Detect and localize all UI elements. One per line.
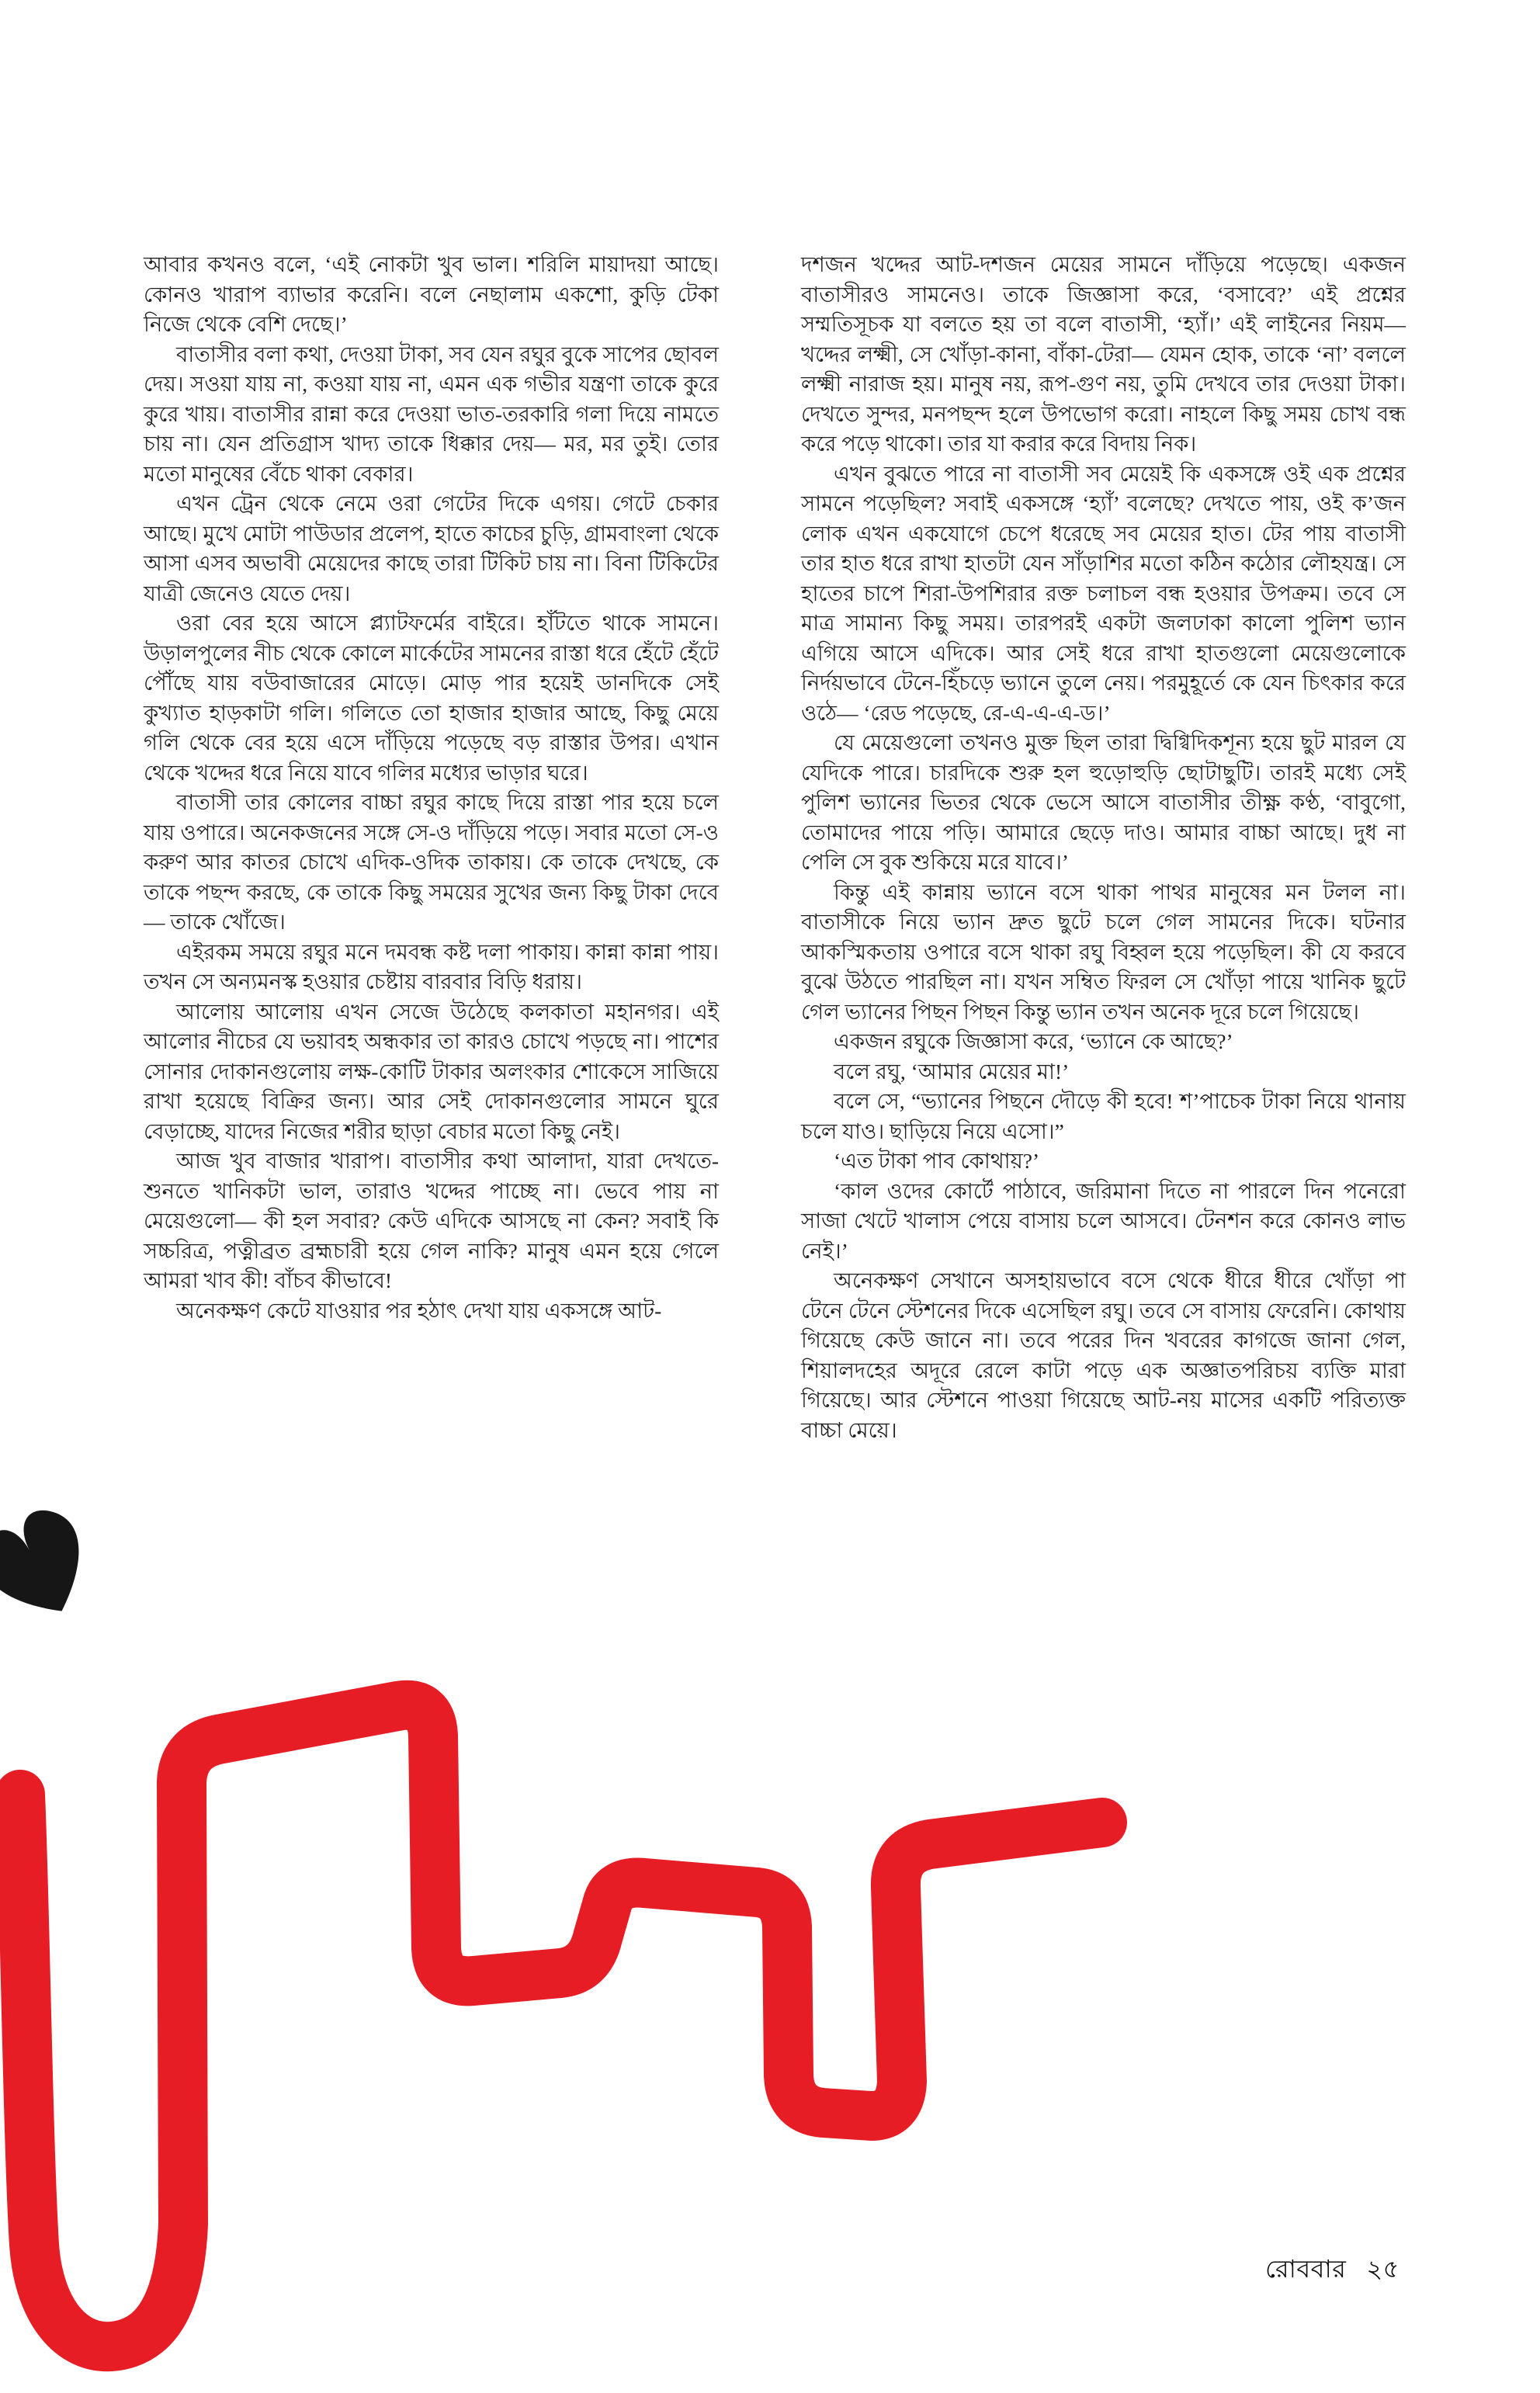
paragraph: বাতাসী তার কোলের বাচ্চা রঘুর কাছে দিয়ে রাস্তা পার হয়ে চলে যায় ওপারে। অনেকজনের সঙ্গে সে-ও দাঁড়িয়ে পড়ে। সবার মতো সে-ও করুণ আর কাতর চোখে এদিক-ওদিক তাকায়। কে তাকে দেখছে, কে তাকে পছন্দ করছে, কে তাকে কিছু সময়ের সুখের জন্য কিছু টাকা দেবে— তাকে খোঁজে। — [144, 790, 719, 934]
paragraph: যে মেয়েগুলো তখনও মুক্ত ছিল তারা দ্বিগ্বিদিকশূন্য হয়ে ছুট মারল যে যেদিকে পারে। চারদিকে শুরু হল হুড়োহুড়ি ছোটাছুটি। তারই মধ্যে সেই পুলিশ ভ্যানের ভিতর থেকে ভেসে আসে বাতাসীর তীক্ষ্ণ কণ্ঠ, ‘বাবুগো, তোমাদের পায়ে পড়ি। আমারে ছেড়ে দাও। আমার বাচ্চা আছে। দুধ না পেলি সে বুক শুকিয়ে মরে যাবে।’ — [801, 730, 1406, 874]
paragraph: আবার কখনও বলে, ‘এই নোকটা খুব ভাল। শরিলি মায়াদয়া আছে। কোনও খারাপ ব্যাভার করেনি। বলে নেছালাম একশো, কুড়ি টেকা নিজে থেকে বেশি দেছে।’ — [144, 252, 719, 336]
paragraph: বলে সে, “ভ্যানের পিছনে দৌড়ে কী হবে! শ’পাচেক টাকা নিয়ে থানায় চলে যাও। ছাড়িয়ে নিয়ে এসো।” — [801, 1089, 1406, 1143]
right-text-column — [801, 250, 1406, 1445]
paragraph: ওরা বের হয়ে আসে প্ল্যাটফর্মের বাইরে। হাঁটতে থাকে সামনে। উড়ালপুলের নীচ থেকে কোলে মার্কেটের সামনের রাস্তা ধরে হেঁটে হেঁটে পৌঁছে যায় বউবাজারের মোড়ে। মোড় পার হয়েই ডানদিকে সেই কুখ্যাত হাড়কাটা গলি। গলিতে তো হাজার হাজার আছে, কিছু মেয়ে গলি থেকে বের হয়ে এসে দাঁড়িয়ে পড়েছে বড় রাস্তার উপর। এখান থেকে খদ্দের ধরে নিয়ে যাবে গলির মধ্যের ভাড়ার ঘরে। — [144, 611, 719, 785]
paragraph: অনেকক্ষণ সেখানে অসহায়ভাবে বসে থেকে ধীরে ধীরে খোঁড়া পা টেনে টেনে স্টেশনের দিকে এসেছিল রঘু। তবে সে বাসায় ফেরেনি। কোথায় গিয়েছে কেউ জানে না। তবে পরের দিন খবরের কাগজে জানা গেল, শিয়ালদহের অদূরে রেলে কাটা পড়ে এক অজ্ঞাতপরিচয় ব্যক্তি মারা গিয়েছে। আর স্টেশনে পাওয়া গিয়েছে আট-নয় মাসের একটি পরিত্যক্ত বাচ্চা মেয়ে। — [801, 1268, 1406, 1442]
paragraph: আলোয় আলোয় এখন সেজে উঠেছে কলকাতা মহানগর। এই আলোর নীচের যে ভয়াবহ অন্ধকার তা কারও চোখে পড়ছে না। পাশের সোনার দোকানগুলোয় লক্ষ-কোটি টাকার অলংকার শোকেসে সাজিয়ে রাখা হয়েছে বিক্রির জন্য। আর সেই দোকানগুলোর সামনে ঘুরে বেড়াচ্ছে, যাদের নিজের শরীর ছাড়া বেচার মতো কিছু নেই। — [144, 999, 719, 1143]
red-squiggle-graphic — [20, 1705, 1102, 2346]
paragraph: আজ খুব বাজার খারাপ। বাতাসীর কথা আলাদা, যারা দেখতে-শুনতে খানিকটা ভাল, তারাও খদ্দের পাচ্ছে না। ভেবে পায় না মেয়েগুলো— কী হল সবার? কেউ এদিকে আসছে না কেন? সবাই কি সচ্চরিত্র, পত্নীব্রত ব্রহ্মচারী হয়ে গেল নাকি? মানুষ এমন হয়ে গেলে আমরা খাব কী! বাঁচব কীভাবে! — [144, 1149, 719, 1292]
left-text-column — [144, 250, 719, 1326]
heart-icon — [0, 1499, 106, 1634]
paragraph: একজন রঘুকে জিজ্ঞাসা করে, ‘ভ্যানে কে আছে?’ — [834, 1029, 1233, 1053]
paragraph: এখন ট্রেন থেকে নেমে ওরা গেটের দিকে এগয়। গেটে চেকার আছে। মুখে মোটা পাউডার প্রলেপ, হাতে কাচের চুড়ি, গ্রামবাংলা থেকে আসা এসব অভাবী মেয়েদের কাছে তারা টিকিট চায় না। বিনা টিকিটের যাত্রী জেনেও যেতে দেয়। — [144, 491, 719, 605]
paragraph: ‘এত টাকা পাব কোথায়?’ — [834, 1149, 1040, 1173]
paragraph: এখন বুঝতে পারে না বাতাসী সব মেয়েই কি একসঙ্গে ওই এক প্রশ্নের সামনে পড়েছিল? সবাই একসঙ্গে ‘হ্যাঁ’ বলেছে? দেখতে পায়, ওই ক’জন লোক এখন একযোগে চেপে ধরেছে সব মেয়ের হাত। টের পায় বাতাসী তার হাত ধরে রাখা হাতটা যেন সাঁড়াশির মতো কঠিন কঠোর লৌহযন্ত্র। সে হাতের চাপে শিরা-উপশিরার রক্ত চলাচল বন্ধ হওয়ার উপক্রম। তবে সে মাত্র সামান্য কিছু সময়। তারপরই একটা জলঢাকা কালো পুলিশ ভ্যান এগিয়ে আসে এদিকে। আর সেই ধরে রাখা হাতগুলো মেয়েগুলোকে নির্দয়ভাবে টেনে-হিঁচড়ে ভ্যানে তুলে নেয়। পরমুহূর্তে কে যেন চিৎকার করে ওঠে— ‘রেড পড়েছে, রে-এ-এ-এ-ড।’ — [801, 461, 1406, 725]
page-footer — [1265, 2249, 1452, 2291]
paragraph: বাতাসীর বলা কথা, দেওয়া টাকা, সব যেন রঘুর বুকে সাপের ছোবল দেয়। সওয়া যায় না, কওয়া যায় না, এমন এক গভীর যন্ত্রণা তাকে কুরে কুরে খায়। বাতাসীর রান্না করে দেওয়া ভাত-তরকারি গলা দিয়ে নামতে চায় না। যেন প্রতিগ্রাস খাদ্য তাকে ধিক্কার দেয়— মর, মর তুই। তোর মতো মানুষের বেঁচে থাকা বেকার। — [144, 342, 719, 486]
paragraph: বলে রঘু, ‘আমার মেয়ের মা!’ — [834, 1059, 1070, 1084]
paragraph: এইরকম সময়ে রঘুর মনে দমবন্ধ কষ্ট দলা পাকায়। কান্না কান্না পায়। তখন সে অন্যমনস্ক হওয়ার চেষ্টায় বারবার বিড়ি ধরায়। — [144, 939, 719, 994]
paragraph: কিন্তু এই কান্নায় ভ্যানে বসে থাকা পাথর মানুষের মন টলল না। বাতাসীকে নিয়ে ভ্যান দ্রুত ছুটে চলে গেল সামনের দিকে। ঘটনার আকস্মিকতায় ওপারে বসে থাকা রঘু বিহ্বল হয়ে পড়েছিল। কী যে করবে বুঝে উঠতে পারছিল না। যখন সম্বিত ফিরল সে খোঁড়া পায়ে খানিক ছুটে গেল ভ্যানের পিছন পিছন কিন্তু ভ্যান তখন অনেক দূরে চলে গিয়েছে। — [801, 879, 1406, 1024]
paragraph: অনেকক্ষণ কেটে যাওয়ার পর হঠাৎ দেখা যায় একসঙ্গে আট- — [176, 1298, 662, 1323]
magazine-name-label: রোববার — [1265, 2255, 1347, 2283]
paragraph: দশজন খদ্দের আট-দশজন মেয়ের সামনে দাঁড়িয়ে পড়েছে। একজন বাতাসীরও সামনেও। তাকে জিজ্ঞাসা করে, ‘বসাবে?’ এই প্রশ্নের সম্মতিসূচক যা বলতে হয় তা বলে বাতাসী, ‘হ্যাঁ।’ এই লাইনের নিয়ম— খদ্দের লক্ষ্মী, সে খোঁড়া-কানা, বাঁকা-টেরা— যেমন হোক, তাকে ‘না’ বললে লক্ষ্মী নারাজ হয়। মানুষ নয়, রূপ-গুণ নয়, তুমি দেখবে তার দেওয়া টাকা। দেখতে সুন্দর, মনপছন্দ হলে উপভোগ করো। নাহলে কিছু সময় চোখ বন্ধ করে পড়ে থাকো। তার যা করার করে বিদায় নিক। — [801, 252, 1406, 456]
page-number: ২৫ — [1366, 2255, 1400, 2283]
paragraph: ‘কাল ওদের কোর্টে পাঠাবে, জরিমানা দিতে না পারলে দিন পনেরো সাজা খেটে খালাস পেয়ে বাসায় চলে আসবে। টেনশন করে কোনও লাভ নেই।’ — [801, 1178, 1406, 1263]
